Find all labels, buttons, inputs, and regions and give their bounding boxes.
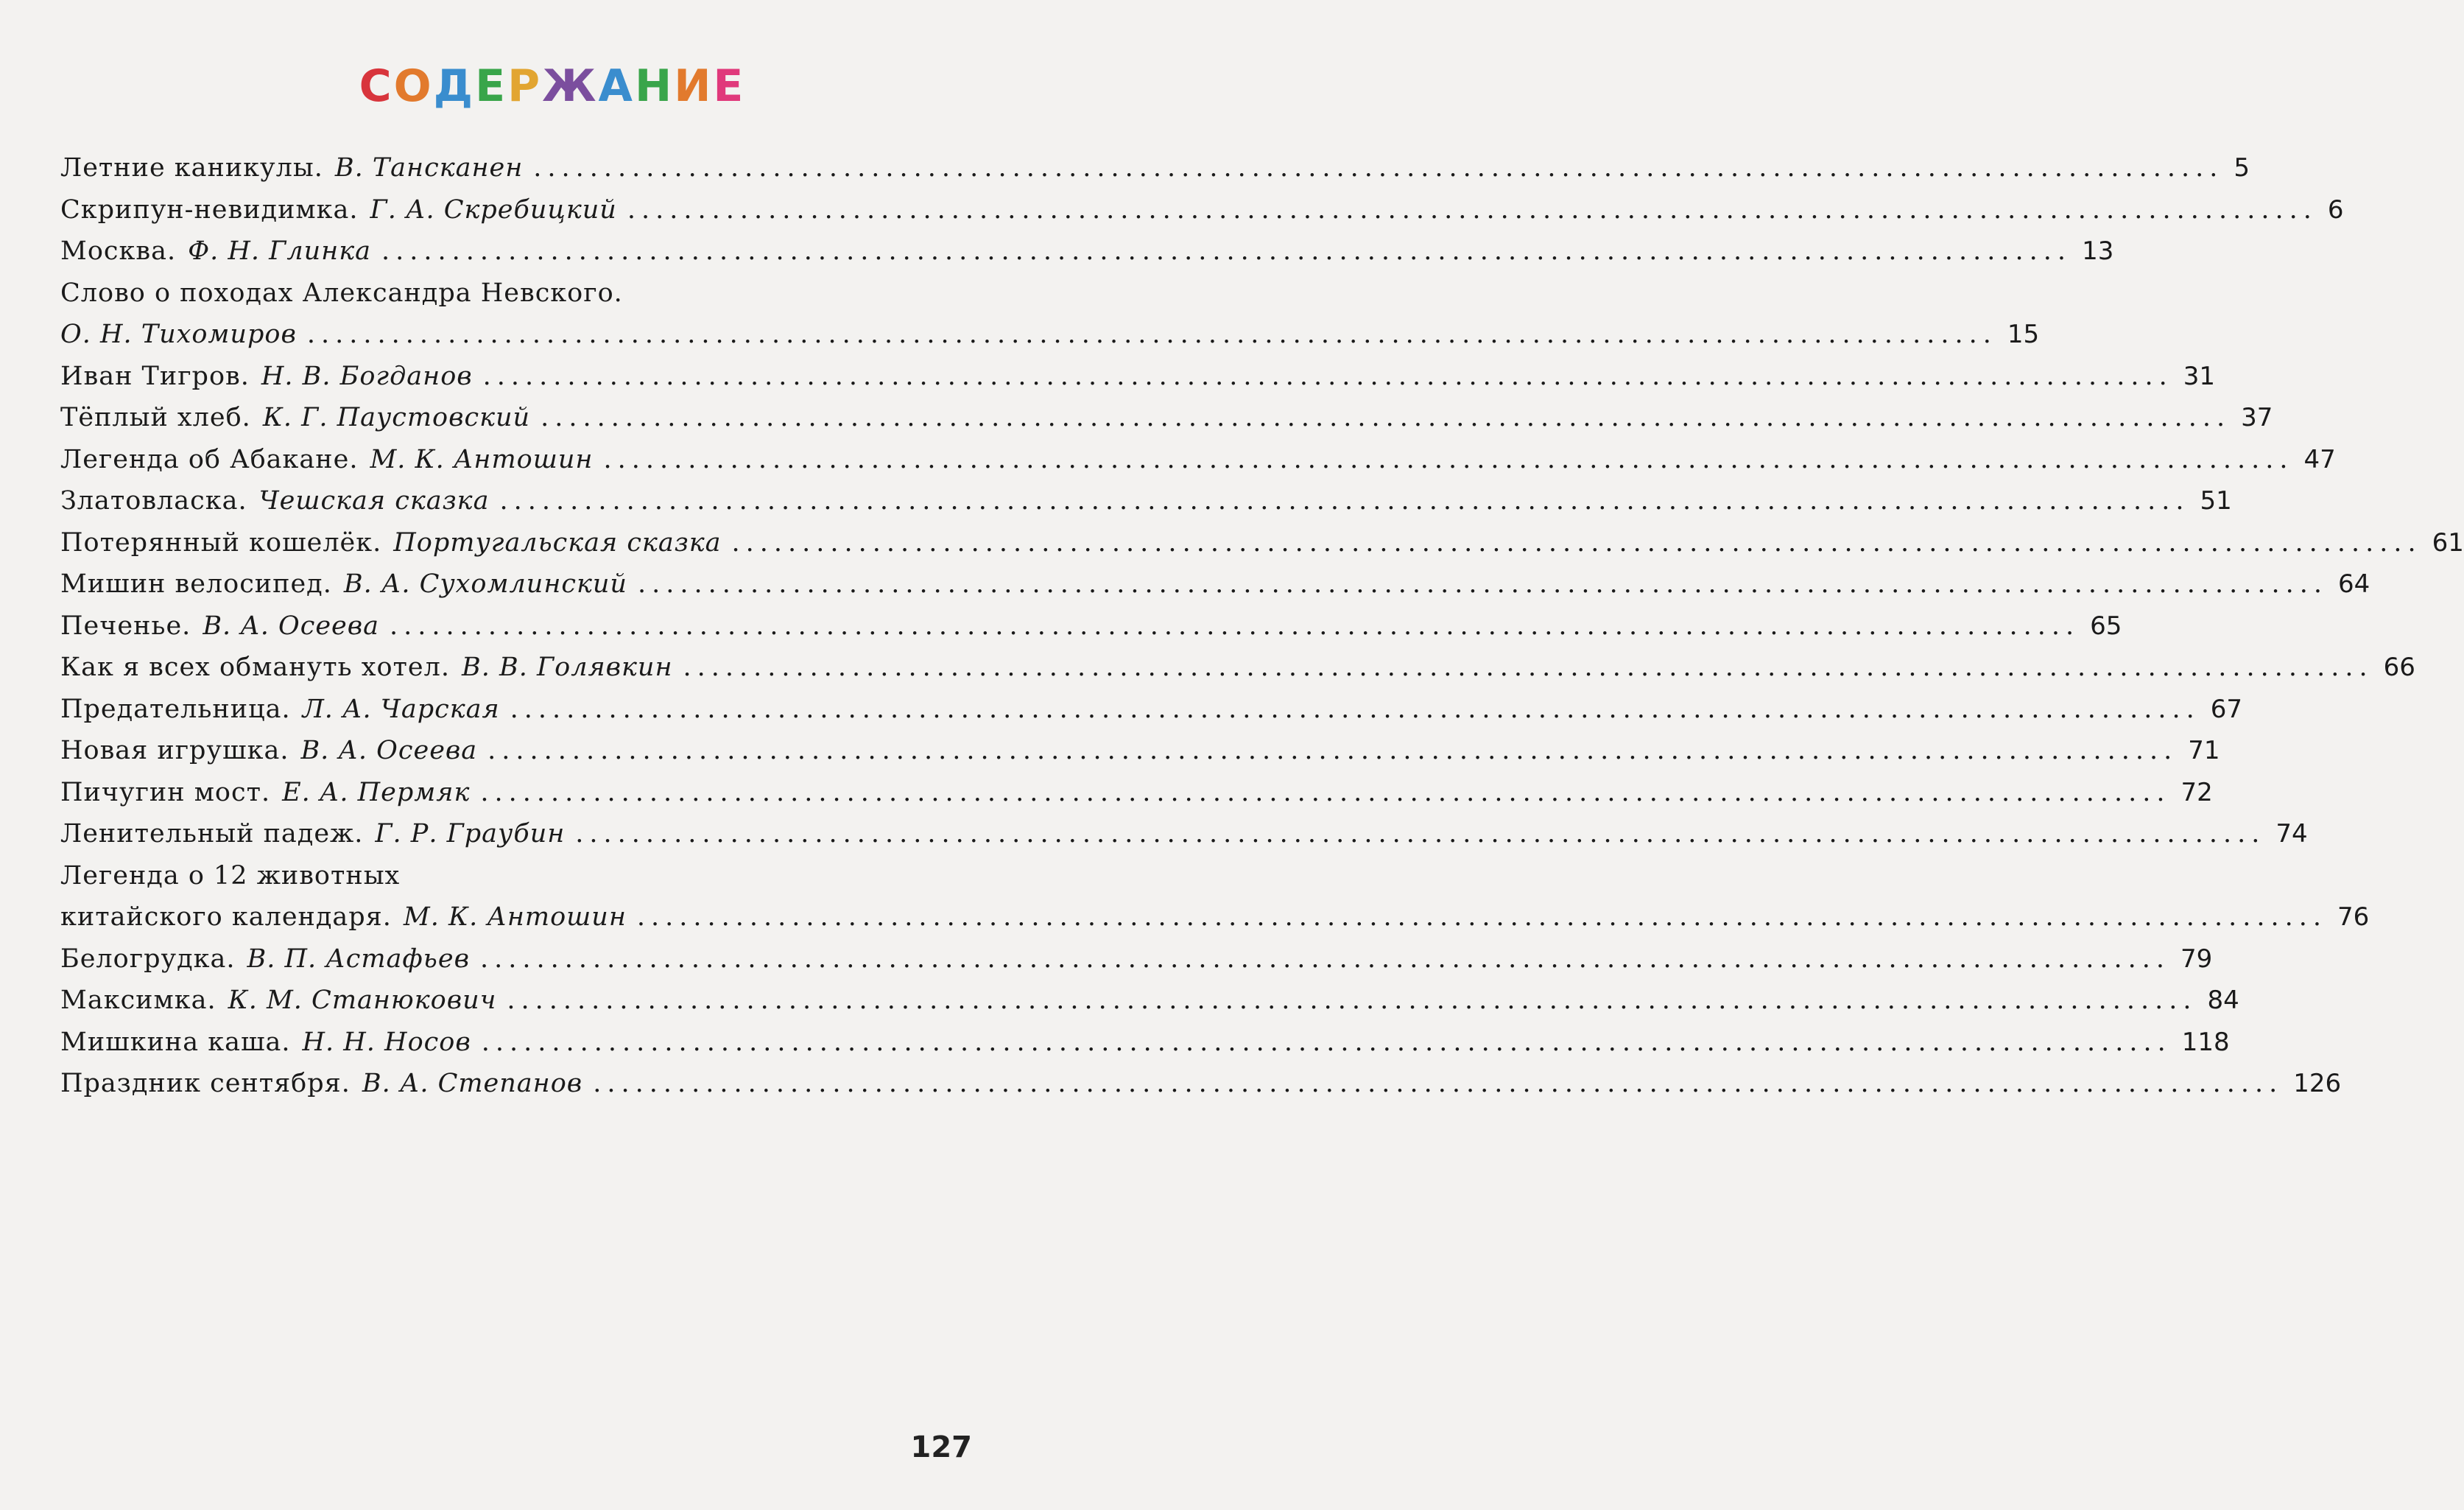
toc-entry: [60, 563, 2370, 605]
toc-entry: [60, 397, 2273, 439]
toc-entry-page: 51: [2200, 486, 2232, 516]
table-of-contents: [60, 147, 2464, 1105]
toc-entry-title: Белогрудка.: [60, 944, 236, 974]
toc-entry-page: 64: [2338, 569, 2370, 599]
toc-entry-page: 31: [2183, 361, 2215, 391]
toc-entry-author: К. М. Станюкович: [228, 986, 497, 1015]
toc-entry-title: Скрипун-невидимка.: [60, 194, 359, 225]
toc-leader-dots: ........................................................................................................................: [575, 819, 2266, 849]
toc-leader-dots: ........................................................................................................................: [533, 153, 2224, 183]
toc-entry-text: [60, 563, 627, 605]
toc-leader-dots: ........................................................................................................................: [593, 1069, 2284, 1098]
title-letter: И: [674, 60, 714, 112]
toc-entry-page: 5: [2234, 153, 2250, 183]
toc-entry-page: 61: [2432, 527, 2464, 558]
toc-entry-text: [60, 813, 565, 855]
toc-entry-text: [60, 314, 297, 356]
toc-leader-dots: ........................................................................................................................: [381, 236, 2072, 266]
toc-entry: [60, 938, 2213, 980]
toc-leader-dots: ........................................................................................................................: [479, 944, 2171, 974]
toc-entry-text: [60, 605, 379, 647]
toc-entry-author: Г. Р. Граубин: [375, 819, 566, 849]
toc-leader-dots: ........................................................................................................................: [481, 1027, 2172, 1057]
title-letter: Н: [634, 60, 675, 112]
toc-entry-text: [60, 896, 627, 938]
toc-leader-dots: ........................................................................................................................: [390, 611, 2080, 641]
toc-leader-dots: ........................................................................................................................: [541, 403, 2231, 432]
toc-entry-author: Ф. Н. Глинка: [188, 236, 371, 266]
toc-leader-dots: ........................................................................................................................: [603, 444, 2294, 474]
toc-entry-author: В. А. Осеева: [300, 736, 478, 765]
toc-entry: [60, 480, 2232, 522]
toc-leader-dots: ........................................................................................................................: [683, 653, 2373, 682]
toc-entry-page: 79: [2180, 944, 2213, 974]
toc-entry-text: [60, 147, 523, 189]
toc-entry-title: Легенда о 12 животных: [60, 860, 401, 891]
toc-leader-dots: ........................................................................................................................: [480, 777, 2171, 807]
toc-entry-author: В. Тансканен: [334, 153, 524, 183]
toc-entry-title: Ленительный падеж.: [60, 819, 364, 849]
toc-entry-title: Тёплый хлеб.: [60, 403, 251, 432]
toc-entry-author: В. А. Степанов: [362, 1069, 583, 1098]
toc-entry: [60, 605, 2122, 647]
toc-entry-author: В. А. Осеева: [203, 611, 380, 641]
toc-entry-author: В. В. Голявкин: [462, 653, 673, 682]
toc-entry-text: [60, 522, 722, 564]
toc-entry: [60, 314, 2040, 356]
toc-entry-author: Е. А. Пермяк: [282, 777, 471, 807]
toc-leader-dots: ........................................................................................................................: [510, 694, 2200, 724]
toc-entry-text: [60, 273, 623, 315]
toc-entry-title: Летние каникулы.: [60, 153, 323, 183]
toc-leader-dots: ........................................................................................................................: [636, 902, 2327, 932]
toc-entry-page: 67: [2210, 694, 2242, 724]
toc-entry: [60, 1022, 2230, 1064]
toc-entry-text: [60, 855, 400, 897]
toc-entry: [60, 813, 2308, 855]
toc-entry-title: Мишкина каша.: [60, 1027, 291, 1057]
toc-entry: [60, 647, 2415, 689]
toc-entry-page: 66: [2383, 653, 2415, 682]
toc-entry-text: [60, 730, 477, 772]
toc-entry-page: 15: [2007, 320, 2040, 349]
toc-entry-title: Новая игрушка.: [60, 736, 289, 765]
toc-entry-title: Иван Тигров.: [60, 361, 250, 391]
title-letter: Е: [475, 60, 508, 112]
toc-entry: [60, 522, 2464, 564]
toc-entry-text: [60, 480, 489, 522]
toc-entry-text: [60, 356, 473, 398]
toc-entry-title: Мишин велосипед.: [60, 569, 332, 599]
page-title: [0, 60, 1105, 112]
toc-entry: [60, 273, 974, 315]
toc-leader-dots: ........................................................................................................................: [306, 320, 1997, 349]
toc-entry-author: Чешская сказка: [258, 486, 490, 516]
toc-entry-title: Праздник сентября.: [60, 1069, 351, 1098]
page-number: 127: [910, 1430, 972, 1464]
title-letter: Р: [507, 60, 543, 112]
toc-entry-title: Златовласка.: [60, 486, 247, 516]
toc-entry: [60, 1063, 2342, 1105]
toc-entry-author: Португальская сказка: [393, 527, 722, 558]
toc-entry-page: 118: [2181, 1027, 2230, 1057]
toc-entry-page: 84: [2207, 986, 2239, 1015]
toc-leader-dots: ........................................................................................................................: [637, 569, 2329, 599]
toc-entry-page: 71: [2188, 736, 2220, 765]
toc-entry-text: [60, 397, 530, 439]
title-letter: О: [393, 60, 434, 112]
toc-entry: [60, 147, 2250, 189]
toc-entry-author: О. Н. Тихомиров: [60, 320, 297, 349]
toc-entry: [60, 855, 974, 897]
toc-entry-text: [60, 1063, 582, 1105]
toc-entry-page: 13: [2082, 236, 2114, 266]
toc-entry-author: В. А. Сухомлинский: [343, 569, 627, 599]
toc-entry-author: К. Г. Паустовский: [262, 403, 531, 432]
toc-entry: [60, 772, 2213, 814]
toc-entry-author: Н. В. Богданов: [261, 361, 473, 391]
toc-leader-dots: ........................................................................................................................: [499, 486, 2190, 516]
toc-leader-dots: ........................................................................................................................: [507, 986, 2197, 1015]
title-letter: С: [359, 60, 394, 112]
toc-entry-text: [60, 689, 500, 731]
toc-entry-title: Слово о походах Александра Невского.: [60, 278, 623, 308]
toc-entry: [60, 356, 2215, 398]
toc-entry-title: Печенье.: [60, 611, 191, 641]
title-letter: Е: [713, 60, 746, 112]
toc-leader-dots: ........................................................................................................................: [731, 527, 2422, 558]
toc-entry-title: Москва.: [60, 236, 177, 266]
toc-entry: [60, 689, 2242, 731]
toc-entry: [60, 439, 2336, 481]
toc-entry-title: Максимка.: [60, 986, 217, 1015]
toc-entry-text: [60, 647, 673, 689]
toc-entry-text: [60, 189, 617, 231]
toc-entry-page: 47: [2303, 444, 2336, 474]
toc-entry-title: китайского календаря.: [60, 902, 392, 932]
toc-entry-text: [60, 231, 371, 273]
toc-entry: [60, 189, 2344, 231]
title-letter: А: [598, 60, 635, 112]
toc-entry-author: М. К. Антошин: [403, 902, 627, 932]
toc-leader-dots: ........................................................................................................................: [627, 194, 2317, 225]
toc-entry-page: 76: [2337, 902, 2370, 932]
toc-entry: [60, 896, 2370, 938]
toc-entry-text: [60, 980, 496, 1022]
toc-entry-text: [60, 938, 470, 980]
toc-leader-dots: ........................................................................................................................: [482, 361, 2173, 391]
toc-entry-title: Как я всех обмануть хотел.: [60, 653, 450, 682]
toc-entry-text: [60, 439, 593, 481]
toc-entry-text: [60, 1022, 471, 1064]
title-letter: Д: [433, 60, 476, 112]
toc-entry-page: 6: [2327, 194, 2344, 225]
toc-entry: [60, 231, 2114, 273]
toc-leader-dots: ........................................................................................................................: [487, 736, 2178, 765]
toc-entry-author: Л. А. Чарская: [302, 694, 500, 724]
toc-entry-page: 37: [2241, 403, 2273, 432]
toc-entry: [60, 730, 2220, 772]
toc-entry-title: Потерянный кошелёк.: [60, 527, 382, 558]
toc-entry-page: 72: [2180, 777, 2213, 807]
toc-entry-page: 126: [2293, 1069, 2342, 1098]
toc-entry-page: 74: [2275, 819, 2308, 849]
toc-entry-title: Предательница.: [60, 694, 291, 724]
toc-entry-author: В. П. Астафьев: [247, 944, 470, 974]
toc-entry-title: Пичугин мост.: [60, 777, 271, 807]
toc-entry-author: М. К. Антошин: [370, 444, 594, 474]
title-letter: Ж: [542, 60, 599, 112]
toc-entry-author: Н. Н. Носов: [302, 1027, 471, 1057]
toc-entry-author: Г. А. Скребицкий: [370, 194, 617, 225]
toc-entry-text: [60, 772, 470, 814]
toc-entry: [60, 980, 2239, 1022]
toc-entry-title: Легенда об Абакане.: [60, 444, 359, 474]
toc-entry-page: 65: [2090, 611, 2122, 641]
